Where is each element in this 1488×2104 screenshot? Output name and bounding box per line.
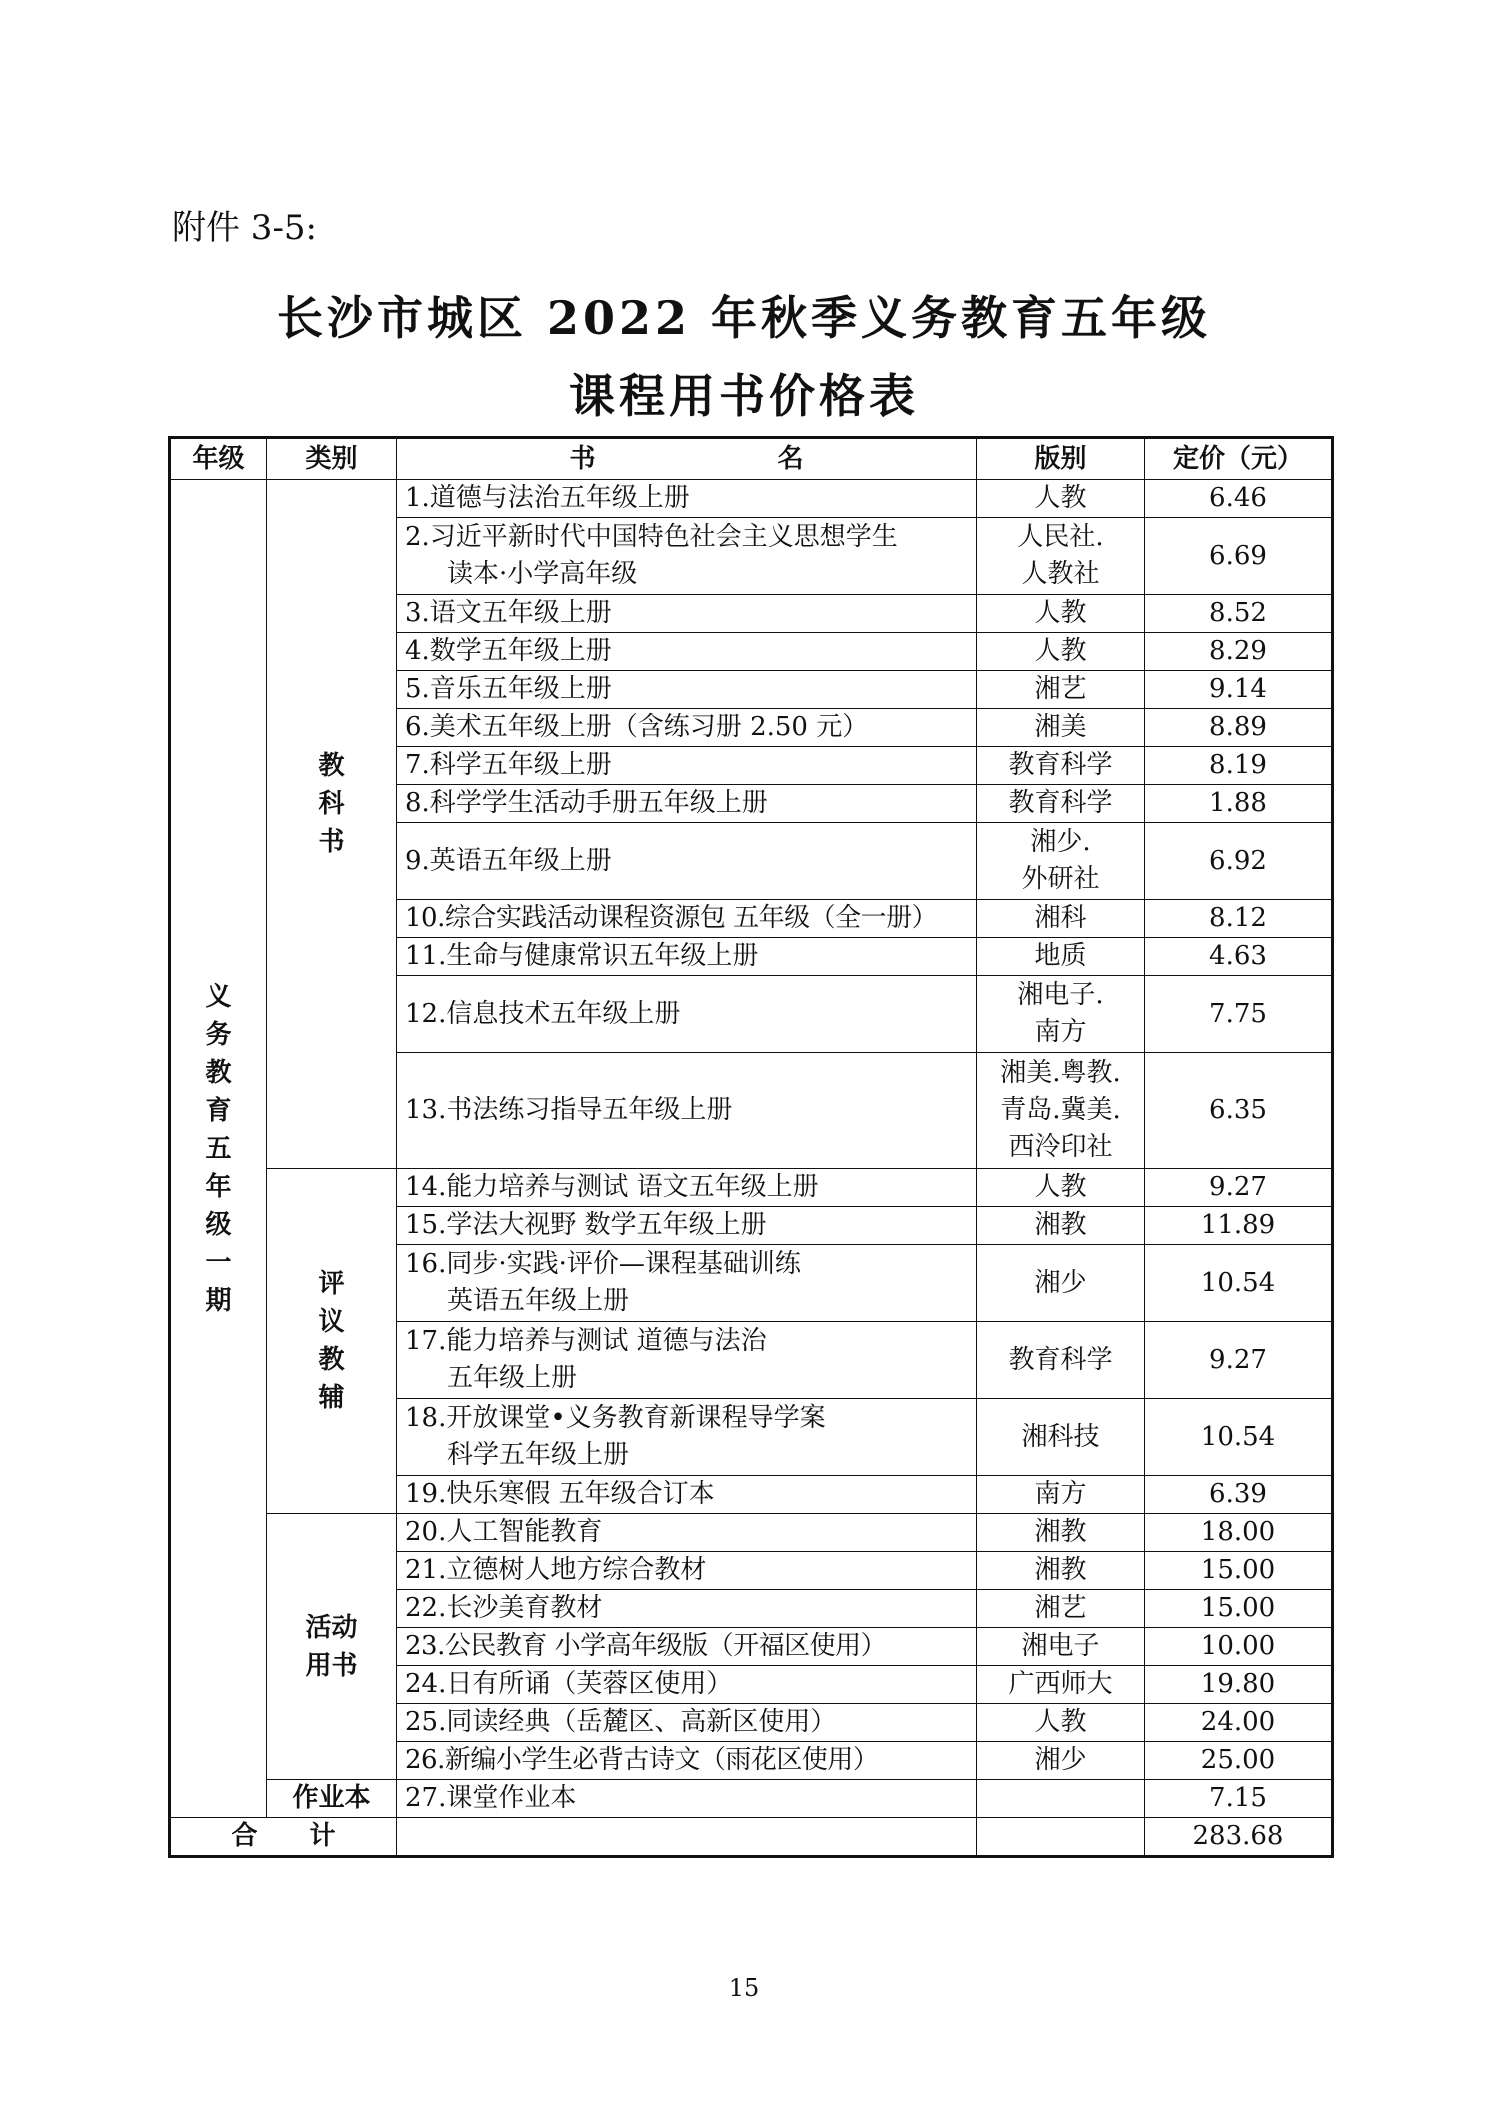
book-name: 9.英语五年级上册 [397,823,977,900]
book-name: 20.人工智能教育 [397,1514,977,1552]
book-price: 9.27 [1145,1169,1333,1207]
book-price: 15.00 [1145,1552,1333,1590]
header-price: 定价（元） [1145,438,1333,480]
book-price: 6.35 [1145,1053,1333,1169]
book-price: 10.54 [1145,1399,1333,1476]
book-price: 10.00 [1145,1628,1333,1666]
book-name: 22.长沙美育教材 [397,1590,977,1628]
book-name: 7.科学五年级上册 [397,747,977,785]
book-edition-cell [977,823,1145,900]
book-name-line2: 读本·小学高年级 [447,559,638,589]
book-edition: 南方 [977,1476,1145,1514]
book-price: 6.46 [1145,480,1333,518]
attachment-label: 附件 3-5: [172,208,318,248]
book-edition: 湘电子 [977,1628,1145,1666]
book-name-cell [397,518,977,595]
total-empty-name [397,1818,977,1857]
table-row [170,1514,1333,1552]
book-edition-cell [977,976,1145,1053]
book-edition: 人民社. [1017,522,1104,552]
total-row [170,1818,1333,1857]
book-edition: 湘少 [977,1245,1145,1322]
book-edition: 人教 [977,1704,1145,1742]
book-edition-line2: 人教社 [1021,559,1100,589]
book-price: 7.75 [1145,976,1333,1053]
book-name: 10.综合实践活动课程资源包 五年级（全一册） [397,900,977,938]
book-edition-line2: 青岛.冀美. [1000,1095,1121,1125]
book-edition: 广西师大 [977,1666,1145,1704]
book-price: 9.14 [1145,671,1333,709]
table-row [170,480,1333,518]
total-label: 合 计 [170,1818,397,1857]
category-textbook-label: 教科书 [318,751,345,857]
book-edition: 湘教 [977,1514,1145,1552]
header-book-name: 书 名 [397,438,977,480]
book-edition: 湘艺 [977,671,1145,709]
book-edition: 湘少. [1030,827,1091,857]
category-cell-textbook [267,480,397,1169]
book-price: 6.39 [1145,1476,1333,1514]
book-name: 25.同读经典（岳麓区、高新区使用） [397,1704,977,1742]
book-edition: 湘科 [977,900,1145,938]
book-price: 9.27 [1145,1322,1333,1399]
book-name: 24.日有所诵（芙蓉区使用） [397,1666,977,1704]
book-price: 8.19 [1145,747,1333,785]
book-edition-line3: 西泠印社 [1008,1132,1113,1162]
book-name: 3.语文五年级上册 [397,595,977,633]
book-price: 10.54 [1145,1245,1333,1322]
book-name: 8.科学学生活动手册五年级上册 [397,785,977,823]
book-name: 23.公民教育 小学高年级版（开福区使用） [397,1628,977,1666]
book-edition: 湘电子. [1017,980,1104,1010]
grade-cell [170,480,267,1818]
header-row [170,438,1333,480]
book-price: 4.63 [1145,938,1333,976]
table-row [170,1780,1333,1818]
grade-label: 义务教育五年级一期 [205,981,232,1316]
book-edition: 湘美 [977,709,1145,747]
book-price: 7.15 [1145,1780,1333,1818]
book-edition [977,1780,1145,1818]
book-edition-cell [977,518,1145,595]
book-price: 6.92 [1145,823,1333,900]
book-price: 15.00 [1145,1590,1333,1628]
book-price: 18.00 [1145,1514,1333,1552]
book-name: 5.音乐五年级上册 [397,671,977,709]
category-tutoring-label: 评议教辅 [318,1269,345,1413]
book-name: 14.能力培养与测试 语文五年级上册 [397,1169,977,1207]
book-name-cell [397,1245,977,1322]
category-cell-tutoring [267,1169,397,1514]
category-cell-activity [267,1514,397,1780]
category-activity-label: 活动用书 [305,1612,358,1681]
book-name: 21.立德树人地方综合教材 [397,1552,977,1590]
book-edition: 湘艺 [977,1590,1145,1628]
book-price: 8.29 [1145,633,1333,671]
book-name-cell [397,1322,977,1399]
page-number: 15 [728,1974,760,2002]
table-row [170,1169,1333,1207]
book-name: 26.新编小学生必背古诗文（雨花区使用） [397,1742,977,1780]
book-edition: 人教 [977,1169,1145,1207]
book-edition: 教育科学 [977,785,1145,823]
book-edition: 人教 [977,480,1145,518]
book-name: 19.快乐寒假 五年级合订本 [397,1476,977,1514]
book-price: 1.88 [1145,785,1333,823]
book-price: 8.12 [1145,900,1333,938]
book-name: 11.生命与健康常识五年级上册 [397,938,977,976]
book-edition: 教育科学 [977,1322,1145,1399]
book-edition: 教育科学 [977,747,1145,785]
book-name: 13.书法练习指导五年级上册 [397,1053,977,1169]
book-name: 16.同步·实践·评价—课程基础训练 [405,1249,801,1279]
total-price: 283.68 [1145,1818,1333,1857]
book-name-line2: 英语五年级上册 [447,1286,630,1316]
book-edition: 地质 [977,938,1145,976]
book-name: 18.开放课堂•义务教育新课程导学案 [405,1403,826,1433]
book-edition-line2: 外研社 [1021,864,1100,894]
book-edition: 人教 [977,595,1145,633]
document-title-line1: 长沙市城区 2022 年秋季义务教育五年级 [276,291,1212,345]
book-price: 25.00 [1145,1742,1333,1780]
header-grade: 年级 [170,438,267,480]
book-price: 8.89 [1145,709,1333,747]
book-edition: 湘少 [977,1742,1145,1780]
book-price: 8.52 [1145,595,1333,633]
header-category: 类别 [267,438,397,480]
book-name: 15.学法大视野 数学五年级上册 [397,1207,977,1245]
price-table [168,436,1334,1858]
book-name-cell [397,1399,977,1476]
book-price: 6.69 [1145,518,1333,595]
book-name: 1.道德与法治五年级上册 [397,480,977,518]
book-edition: 湘科技 [977,1399,1145,1476]
total-empty-edition [977,1818,1145,1857]
book-edition-line2: 南方 [1034,1017,1087,1047]
book-name: 2.习近平新时代中国特色社会主义思想学生 [405,522,898,552]
category-homework-label: 作业本 [267,1780,397,1818]
book-edition: 人教 [977,633,1145,671]
book-name: 17.能力培养与测试 道德与法治 [405,1326,767,1356]
book-name: 4.数学五年级上册 [397,633,977,671]
book-price: 19.80 [1145,1666,1333,1704]
book-edition: 湘教 [977,1552,1145,1590]
book-name: 12.信息技术五年级上册 [397,976,977,1053]
book-name: 27.课堂作业本 [397,1780,977,1818]
book-name-line2: 科学五年级上册 [447,1440,630,1470]
book-edition: 湘美.粤教. [1000,1058,1121,1088]
book-price: 11.89 [1145,1207,1333,1245]
header-edition: 版别 [977,438,1145,480]
document-title-line2: 课程用书价格表 [569,369,919,423]
book-name: 6.美术五年级上册（含练习册 2.50 元） [397,709,977,747]
book-price: 24.00 [1145,1704,1333,1742]
book-edition-cell [977,1053,1145,1169]
book-name-line2: 五年级上册 [447,1363,578,1393]
book-edition: 湘教 [977,1207,1145,1245]
